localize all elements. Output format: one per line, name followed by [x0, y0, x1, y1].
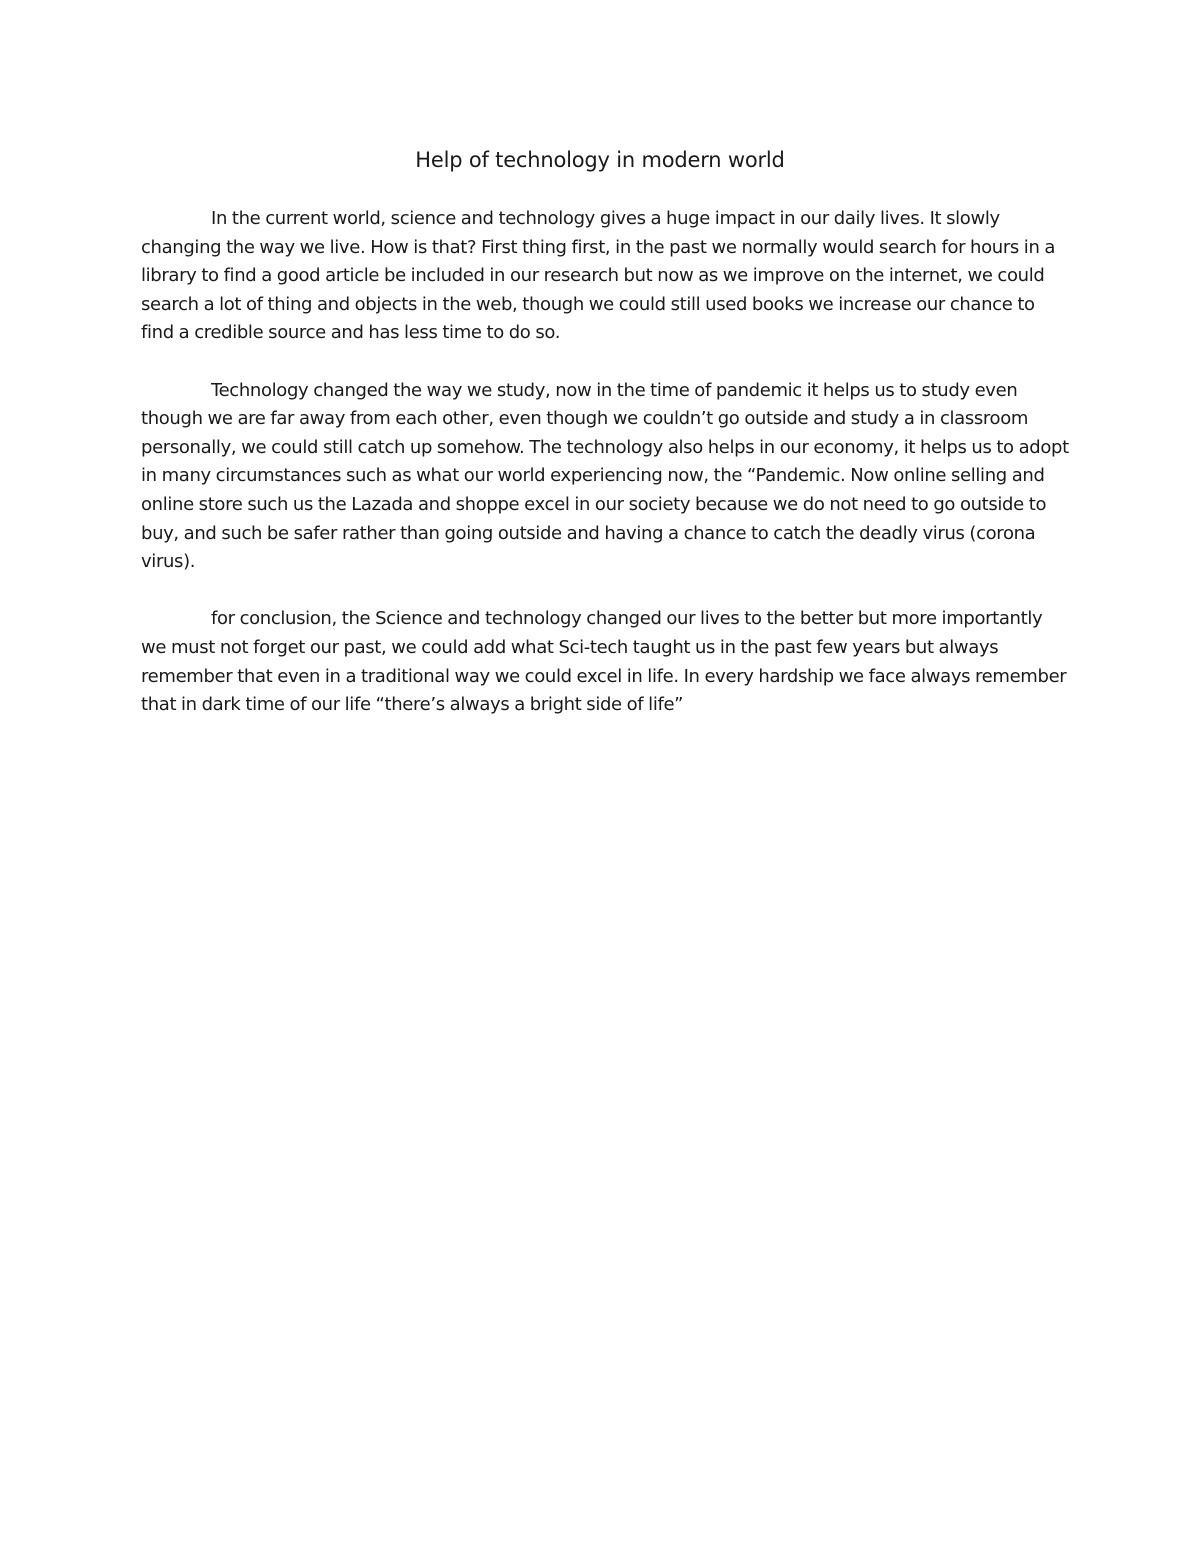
paragraph-study-economy: Technology changed the way we study, now in the time of pandemic it helps us to study even though we are far away from each other, even though we couldn’t go outside and study a in classroom personally, we could still catch up somehow. The technology also helps in our economy, it helps us to adopt in many circumstances such as what our world experiencing now, the “Pandemic. Now online selling and online store such us the Lazada and shoppe excel in our society because we do not need to go outside to buy, and such be safer rather than going outside and having a chance to catch the deadly virus (corona virus).: [141, 379, 1069, 573]
document-body: [141, 205, 1071, 748]
paragraph-intro: In the current world, science and technology gives a huge impact in our daily lives. It slowly changing the way we live. How is that? First thing first, in the past we normally would search for hours in a library to find a good article be included in our research but now as we improve on the internet, we could search a lot of thing and objects in the web, though we could still used books we increase our chance to find a credible source and has less time to do so.: [141, 208, 1056, 344]
document-title: Help of technology in modern world: [415, 148, 785, 172]
paragraph-conclusion: for conclusion, the Science and technology changed our lives to the better but more importantly we must not forget our past, we could add what Sci-tech taught us in the past few years but always remember that even in a traditional way we could excel in life. In every hardship we face always remember that in dark time of our life “there’s always a bright side of life”: [141, 608, 1067, 716]
